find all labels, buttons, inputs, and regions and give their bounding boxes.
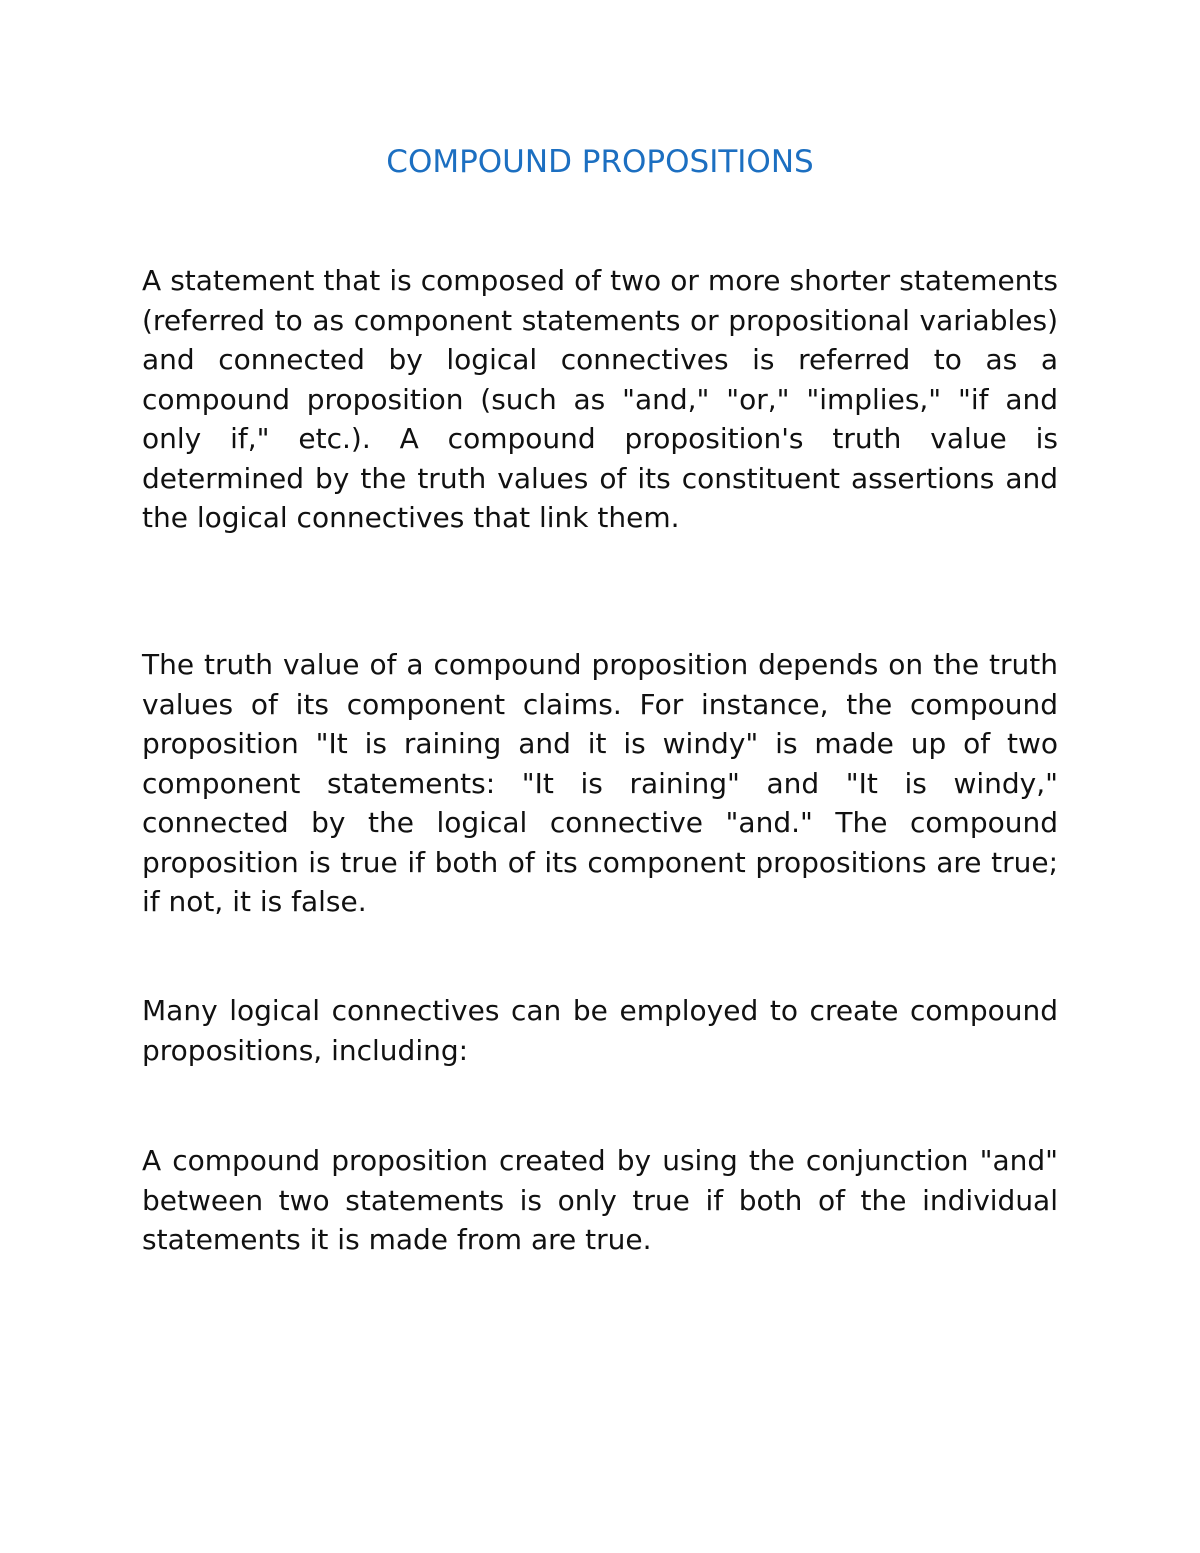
- paragraph-truth-value-example: The truth value of a compound proposition depends on the truth values of its component claims. For instance, the compound proposition "It is raining and it is windy" is made up of two component statements: "It is raining" and "It is windy," connected by the logical connective "and." The compound proposition is true if both of its component propositions are true; if not, it is false.: [142, 648, 1058, 918]
- paragraph-conjunction: A compound proposition created by using the conjunction "and" between two statements is only true if both of the individual statements it is made from are true.: [142, 1144, 1058, 1256]
- page-title: COMPOUND PROPOSITIONS: [386, 144, 814, 180]
- paragraph-connectives-intro: Many logical connectives can be employed to create compound propositions, including:: [142, 994, 1058, 1067]
- paragraph-definition: A statement that is composed of two or more shorter statements (referred to as component statements or propositional variables) and connected by logical connectives is referred to as a compound proposition (such as "and," "or," "implies," "if and only if," etc.). A compound proposition's truth value is determined by the truth values of its constituent assertions and the logical connectives that link them.: [142, 264, 1058, 534]
